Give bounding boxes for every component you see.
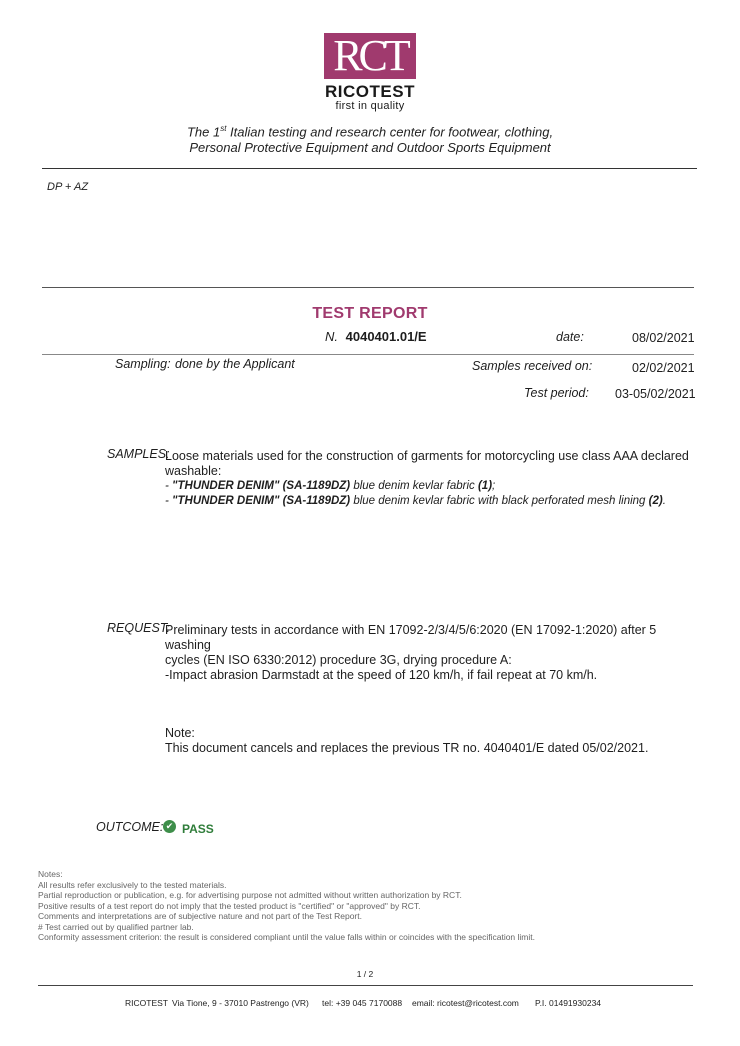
- footer-company: RICOTEST: [125, 998, 168, 1008]
- note-text: This document cancels and replaces the previous TR no. 4040401/E dated 05/02/2021.: [165, 741, 649, 755]
- notes-block: [38, 869, 698, 943]
- request-line3: -Impact abrasion Darmstadt at the speed of 120 km/h, if fail repeat at 70 km/h.: [165, 668, 598, 682]
- sample-item-2-ref: (2): [648, 495, 663, 507]
- sample-item-2-name: "THUNDER DENIM" (SA-1189DZ): [172, 495, 351, 507]
- header-tagline-line2: Personal Protective Equipment and Outdoor Sports Equipment: [189, 140, 551, 155]
- sample-item-2-prefix: -: [165, 495, 173, 507]
- footer-address: Via Tione, 9 - 37010 Pastrengo (VR): [172, 998, 309, 1008]
- sample-item-2-end: .: [662, 495, 666, 507]
- sampling-label: Sampling:: [115, 357, 171, 371]
- date-value: 08/02/2021: [632, 331, 695, 345]
- period-value: 03-05/02/2021: [615, 387, 696, 401]
- document-reference: DP + AZ: [47, 181, 89, 193]
- date-label: date:: [556, 330, 584, 344]
- sample-item-1: [165, 479, 690, 494]
- notes-line: Partial reproduction or publication, e.g. for advertising purpose not admitted without written authorization by RCT.: [38, 890, 462, 900]
- samples-label: SAMPLES:: [107, 447, 170, 461]
- sample-item-2: [165, 494, 690, 509]
- company-logo: RCT: [324, 33, 416, 79]
- report-number-label: N.: [325, 329, 338, 344]
- footer-email: email: ricotest@ricotest.com: [412, 998, 519, 1008]
- outcome-result: PASS: [182, 822, 214, 836]
- company-name: RICOTEST: [325, 82, 415, 101]
- header-divider: [42, 168, 697, 169]
- received-date: 02/02/2021: [632, 361, 695, 375]
- request-section: [165, 623, 690, 683]
- report-title: TEST REPORT: [312, 305, 428, 322]
- sample-item-1-prefix: -: [165, 480, 173, 492]
- footer-divider: [38, 985, 693, 986]
- section-divider: [42, 287, 694, 288]
- request-line2: cycles (EN ISO 6330:2012) procedure 3G, drying procedure A:: [165, 653, 512, 667]
- received-label: Samples received on:: [472, 359, 593, 373]
- notes-line: Positive results of a test report do not imply that the tested product is "certified" or "approved" by RCT.: [38, 900, 421, 911]
- notes-heading: Notes:: [38, 869, 63, 879]
- notes-line: Conformity assessment criterion: the result is considered compliant until the value falls within or coincides with the specification limit.: [38, 932, 535, 942]
- report-header-divider: [42, 354, 694, 355]
- header-tagline-line1: [150, 124, 590, 139]
- tagline-pre: The 1: [186, 124, 221, 140]
- sample-item-1-desc: blue denim kevlar fabric: [350, 480, 478, 492]
- report-number: [325, 329, 427, 344]
- footer-vat: P.I. 01491930234: [535, 998, 602, 1008]
- outcome-label: OUTCOME:: [96, 820, 164, 834]
- sampling-value: done by the Applicant: [175, 357, 295, 371]
- sample-item-1-end: ;: [492, 480, 496, 492]
- request-line1: Preliminary tests in accordance with EN 17092-2/3/4/5/6:2020 (EN 17092-1:2020) after 5 washing: [165, 623, 657, 652]
- report-number-value: 4040401.01/E: [345, 329, 427, 344]
- note-label: Note:: [165, 726, 195, 740]
- sample-item-1-ref: (1): [477, 480, 493, 492]
- tagline-post: Italian testing and research center for footwear, clothing,: [226, 124, 554, 140]
- period-label: Test period:: [524, 386, 589, 400]
- sample-item-1-name: "THUNDER DENIM" (SA-1189DZ): [172, 480, 351, 492]
- samples-line2: washable:: [165, 464, 222, 478]
- request-label: REQUEST:: [107, 621, 170, 635]
- notes-line: # Test carried out by qualified partner lab.: [38, 921, 194, 932]
- page-number: 1 / 2: [356, 969, 374, 979]
- notes-line: Comments and interpretations are of subjective nature and not part of the Test Report.: [38, 911, 362, 921]
- samples-section: [165, 449, 690, 509]
- pass-check-icon: ✔: [163, 820, 176, 833]
- sample-item-2-desc: blue denim kevlar fabric with black perforated mesh lining: [350, 495, 649, 507]
- company-tagline: first in quality: [335, 100, 405, 112]
- footer-tel: tel: +39 045 7170088: [322, 998, 403, 1008]
- samples-line1: Loose materials used for the construction of garments for motorcycling use class AAA declared: [165, 449, 689, 463]
- tagline-sup: st: [220, 124, 227, 133]
- notes-line: All results refer exclusively to the tested materials.: [38, 879, 227, 890]
